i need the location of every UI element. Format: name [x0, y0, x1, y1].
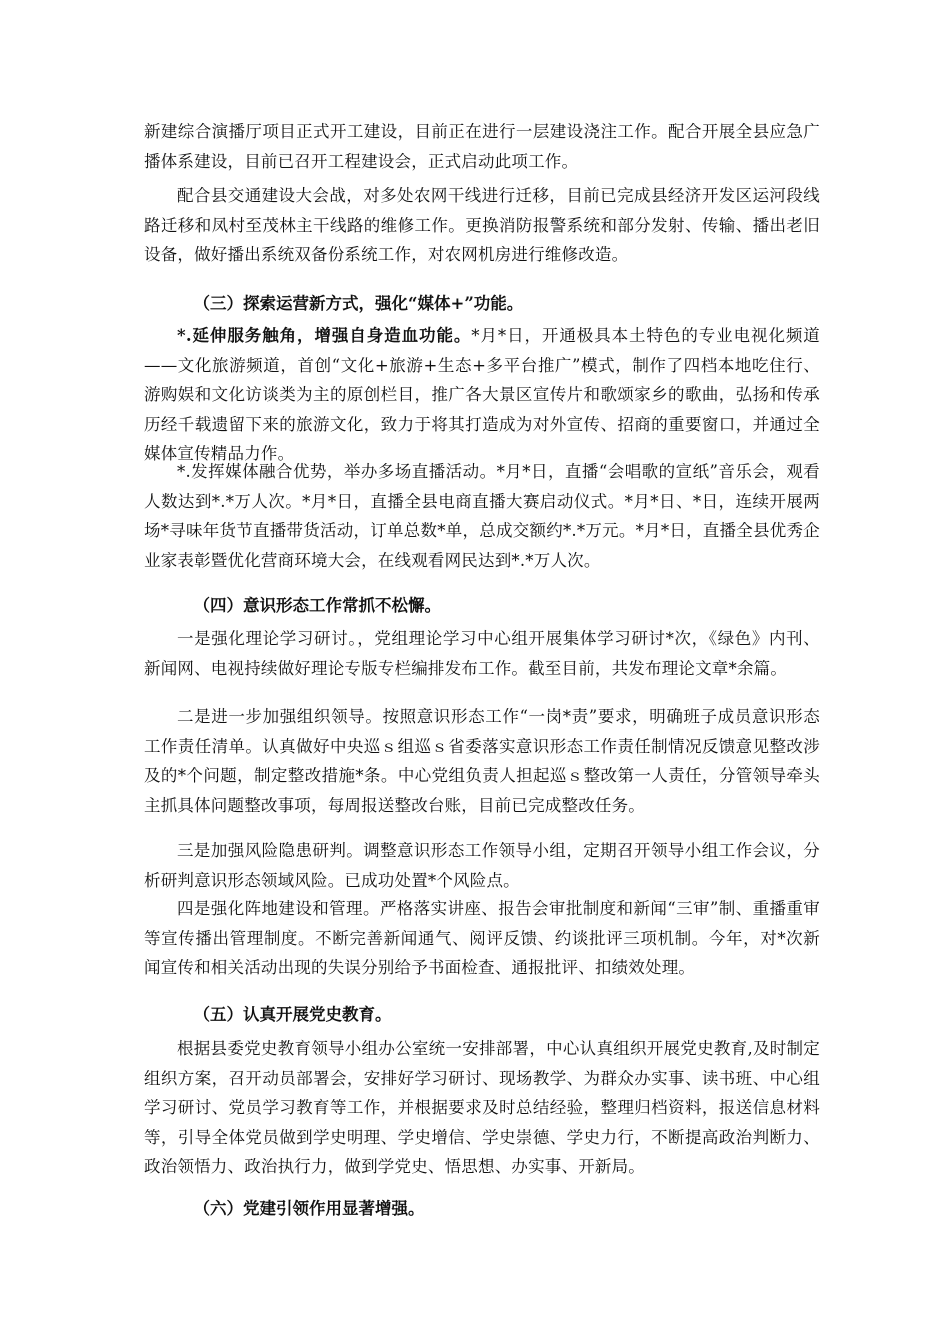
paragraph-theory-study: 一是强化理论学习研讨。，党组理论学习中心组开展集体学习研讨*次，《绿色》内刊、新闻网、电视持续做好理论专版专栏编排发布工作。截至目前，共发布理论文章*余篇。 [144, 629, 820, 678]
section-heading-6: （六）党建引领作用显著增强。 [193, 1199, 425, 1218]
paragraph-body-service-extension: *月*日，开通极具本土特色的专业电视化频道——文化旅游频道，首创“文化+旅游+生态+多平台推广”模式，制作了四档本地吃住行、游购娱和文化访谈类为主的原创栏目，推广各大景区宣传片和歌颂家乡的歌曲，弘扬和传承历经千载遗留下来的旅游文化，致力于将其打造成为对外宣传、招商的重要窗口，并通过全媒体宣传精品力作。 [144, 326, 820, 463]
paragraph-organization-leadership: 二是进一步加强组织领导。按照意识形态工作“一岗*责”要求，明确班子成员意识形态工作责任清单。认真做好中央巡ｓ组巡ｓ省委落实意识形态工作责任制情况反馈意见整改涉及的*个问题，制定整改措施*条。中心党组负责人担起巡ｓ整改第一人责任，分管领导牵头主抓具体问题整改事项，每周报送整改台账，目前已完成整改任务。 [144, 707, 820, 815]
paragraph-service-extension [144, 321, 820, 469]
paragraph-party-history: 根据县委党史教育领导小组办公室统一安排部署，中心认真组织开展党史教育,及时制定组织方案，召开动员部署会，安排好学习研讨、现场教学、为群众办实事、读书班、中心组学习研讨、党员学习教育等工作，并根据要求及时总结经验，整理归档资料，报送信息材料等，引导全体党员做到学史明理、学史增信、学史崇德、学史力行，不断提高政治判断力、政治领悟力、政治执行力，做到学党史、悟思想、办实事、开新局。 [144, 1039, 820, 1176]
paragraph-network-migration: 配合县交通建设大会战，对多处农网干线进行迁移，目前已完成县经济开发区运河段线路迁移和凤村至茂林主干线路的维修工作。更换消防报警系统和部分发射、传输、播出老旧设备，做好播出系统双备份系统工作，对农网机房进行维修改造。 [144, 186, 820, 264]
section-heading-3: （三）探索运营新方式，强化“媒体+”功能。 [193, 294, 524, 313]
section-heading-5: （五）认真开展党史教育。 [193, 1005, 392, 1024]
section-heading-4: （四）意识形态工作常抓不松懈。 [193, 596, 441, 615]
paragraph-live-broadcasts: *.发挥媒体融合优势，举办多场直播活动。*月*日，直播“会唱歌的宣纸”音乐会，观看人数达到*.*万人次。*月*日，直播全县电商直播大赛启动仪式。*月*日、*日，连续开展两场*寻味年货节直播带货活动，订单总数*单，总成交额约*.*万元。*月*日，直播全县优秀企业家表彰暨优化营商环境大会，在线观看网民达到*.*万人次。 [144, 462, 820, 570]
paragraph-broadcast-hall: 新建综合演播厅项目正式开工建设，目前正在进行一层建设浇注工作。配合开展全县应急广播体系建设，目前已召开工程建设会，正式启动此项工作。 [144, 122, 820, 171]
paragraph-platform-management: 四是强化阵地建设和管理。严格落实讲座、报告会审批制度和新闻“三审”制、重播重审等宣传播出管理制度。不断完善新闻通气、阅评反馈、约谈批评三项机制。今年，对*次新闻宣传和相关活动出现的失误分别给予书面检查、通报批评、扣绩效处理。 [144, 899, 820, 977]
paragraph-risk-assessment: 三是加强风险隐患研判。调整意识形态工作领导小组，定期召开领导小组工作会议，分析研判意识形态领域风险。已成功处置*个风险点。 [144, 841, 820, 890]
paragraph-lead-service-extension: *.延伸服务触角，增强自身造血功能。 [177, 326, 472, 345]
